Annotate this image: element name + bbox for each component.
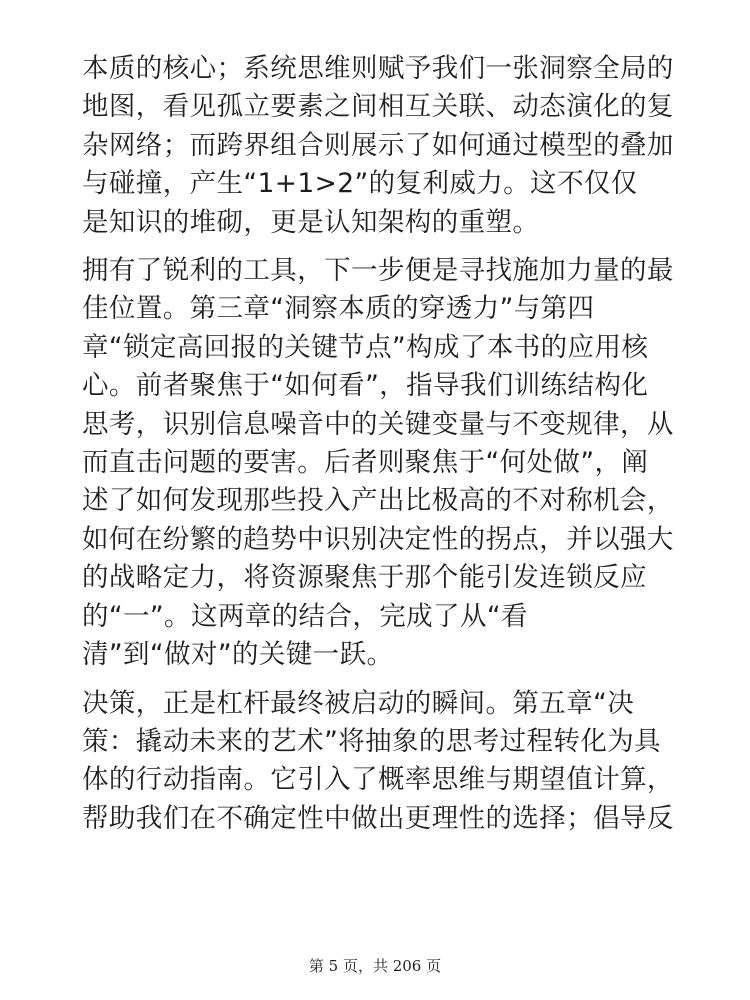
body-text: [82, 50, 672, 848]
text-line: 体的行动指南。它引入了概率思维与期望值计算，: [82, 764, 674, 796]
page-number: 第 5 页，共 206 页: [308, 957, 442, 975]
text-line: 本质的核心；系统思维则赋予我们一张洞察全局的: [82, 53, 674, 84]
text-line: 述了如何发现那些投入产出比极高的不对称机会，: [82, 485, 674, 517]
text-line: 章“锁定高回报的关键节点”构成了本书的应用核: [82, 331, 649, 363]
text-line: 如何在纷繁的趋势中识别决定性的拐点，并以强大: [82, 523, 674, 555]
text-line: 地图，看见孤立要素之间相互关联、动态演化的复: [82, 91, 674, 123]
text-line: 而直击问题的要害。后者则聚焦于“何处做”，阐: [82, 447, 649, 479]
paragraph-3: [82, 685, 672, 839]
paragraph-1: [82, 50, 672, 242]
text-line: 决策，正是杠杆最终被启动的瞬间。第五章“决: [82, 687, 635, 719]
text-line: 是知识的堆砌，更是认知架构的重塑。: [82, 206, 540, 238]
paragraph-2: [82, 252, 672, 674]
text-line: 佳位置。第三章“洞察本质的穿透力”与第四: [82, 293, 595, 325]
text-line: 帮助我们在不确定性中做出更理性的选择；倡导反: [82, 802, 674, 834]
text-line: 策：撬动未来的艺术”将抽象的思考过程转化为具: [82, 725, 662, 757]
text-line: 思考，识别信息噪音中的关键变量与不变规律，从: [82, 408, 674, 440]
text-line: 的“一”。这两章的结合，完成了从“看: [82, 600, 528, 632]
text-line: 与碰撞，产生“1+1>2”的复利威力。这不仅仅: [82, 168, 638, 200]
text-line: 的战略定力，将资源聚焦于那个能引发连锁反应: [82, 562, 647, 594]
text-line: 心。前者聚焦于“如何看”，指导我们训练结构化: [82, 370, 649, 402]
text-line: 拥有了锐利的工具，下一步便是寻找施加力量的最: [82, 255, 674, 287]
text-line: 杂网络；而跨界组合则展示了如何通过模型的叠加: [82, 129, 674, 161]
text-line: 清”到“做对”的关键一跃。: [82, 639, 394, 671]
